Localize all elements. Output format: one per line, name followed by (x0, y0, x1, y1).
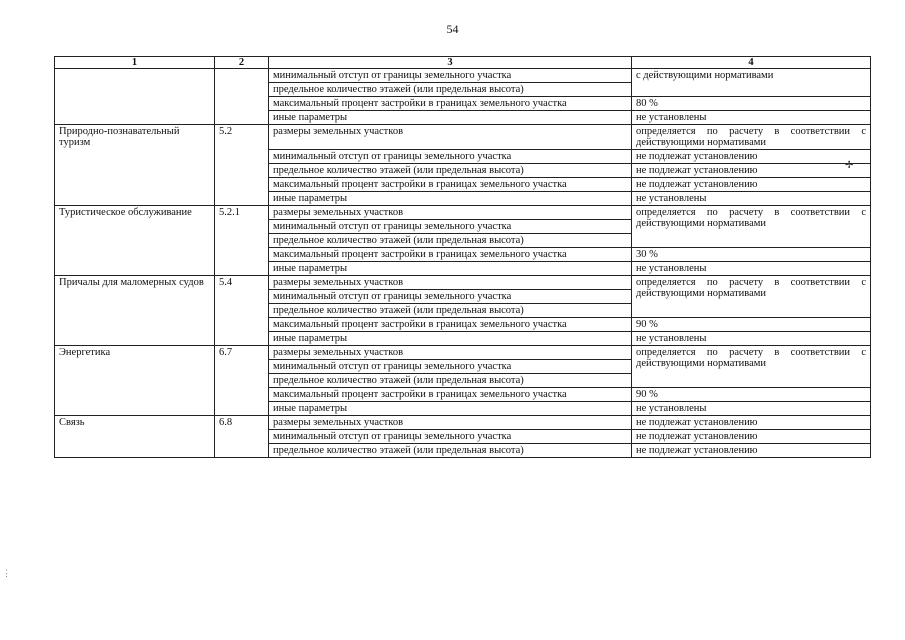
param-cell: размеры земельных участков (269, 206, 632, 220)
column-header-1: 1 (55, 57, 215, 69)
param-cell: иные параметры (269, 262, 632, 276)
value-cell: 90 % (632, 388, 871, 402)
param-cell: иные параметры (269, 192, 632, 206)
value-cell: определяется по расчету в соответствии с действующими нормативами (632, 125, 871, 150)
param-cell: предельное количество этажей (или предельная высота) (269, 444, 632, 458)
use-code-cell (215, 69, 269, 125)
param-cell: минимальный отступ от границы земельного участка (269, 220, 632, 234)
value-cell: 90 % (632, 318, 871, 332)
table-row (55, 69, 871, 83)
param-cell: иные параметры (269, 332, 632, 346)
param-cell: предельное количество этажей (или предельная высота) (269, 234, 632, 248)
value-cell: не подлежат установлению (632, 416, 871, 430)
param-cell: иные параметры (269, 402, 632, 416)
value-cell: определяется по расчету в соответствии с действующими нормативами (632, 276, 871, 318)
value-cell: определяется по расчету в соответствии с действующими нормативами (632, 206, 871, 248)
value-cell: не подлежат установлению (632, 444, 871, 458)
param-cell: предельное количество этажей (или предельная высота) (269, 304, 632, 318)
column-header-3: 3 (269, 57, 632, 69)
param-cell: предельное количество этажей (или предельная высота) (269, 164, 632, 178)
column-header-4: 4 (632, 57, 871, 69)
use-name-cell: Связь (55, 416, 215, 458)
param-cell: размеры земельных участков (269, 346, 632, 360)
param-cell: минимальный отступ от границы земельного участка (269, 430, 632, 444)
value-cell: не подлежат установлению (632, 178, 871, 192)
value-cell: не установлены (632, 111, 871, 125)
param-cell: максимальный процент застройки в границах земельного участка (269, 248, 632, 262)
value-cell: определяется по расчету в соответствии с действующими нормативами (632, 346, 871, 388)
table-row (55, 206, 871, 220)
table-row (55, 125, 871, 150)
param-cell: размеры земельных участков (269, 416, 632, 430)
param-cell: предельное количество этажей (или предельная высота) (269, 374, 632, 388)
header-row (55, 57, 871, 69)
value-cell: не установлены (632, 262, 871, 276)
use-code-cell: 5.2.1 (215, 206, 269, 276)
pen-mark-icon: ✢ (845, 160, 854, 171)
param-cell: размеры земельных участков (269, 276, 632, 290)
value-cell: 30 % (632, 248, 871, 262)
use-code-cell: 5.4 (215, 276, 269, 346)
param-cell: предельное количество этажей (или предельная высота) (269, 83, 632, 97)
regulations-table (54, 56, 871, 458)
value-cell: 80 % (632, 97, 871, 111)
use-code-cell: 6.7 (215, 346, 269, 416)
use-name-cell: Природно-познавательный туризм (55, 125, 215, 206)
use-name-cell: Энергетика (55, 346, 215, 416)
param-cell: максимальный процент застройки в границах земельного участка (269, 97, 632, 111)
value-cell: с действующими нормативами (632, 69, 871, 97)
param-cell: максимальный процент застройки в границах земельного участка (269, 178, 632, 192)
param-cell: размеры земельных участков (269, 125, 632, 150)
table-row (55, 346, 871, 360)
param-cell: максимальный процент застройки в границах земельного участка (269, 388, 632, 402)
value-cell: не установлены (632, 192, 871, 206)
param-cell: минимальный отступ от границы земельного участка (269, 290, 632, 304)
scan-edge-mark-icon: ⋮ (2, 568, 11, 578)
use-code-cell: 5.2 (215, 125, 269, 206)
value-cell: не установлены (632, 402, 871, 416)
param-cell: минимальный отступ от границы земельного участка (269, 150, 632, 164)
use-code-cell: 6.8 (215, 416, 269, 458)
param-cell: иные параметры (269, 111, 632, 125)
value-cell: не подлежат установлению (632, 164, 871, 178)
page-number: 54 (446, 22, 459, 36)
use-name-cell: Туристическое обслуживание (55, 206, 215, 276)
param-cell: максимальный процент застройки в границах земельного участка (269, 318, 632, 332)
param-cell: минимальный отступ от границы земельного участка (269, 69, 632, 83)
table-row (55, 276, 871, 290)
use-name-cell: Причалы для маломерных судов (55, 276, 215, 346)
value-cell: не подлежат установлению (632, 150, 871, 164)
value-cell: не установлены (632, 332, 871, 346)
table-row (55, 416, 871, 430)
column-header-2: 2 (215, 57, 269, 69)
value-cell: не подлежат установлению (632, 430, 871, 444)
use-name-cell (55, 69, 215, 125)
param-cell: минимальный отступ от границы земельного участка (269, 360, 632, 374)
